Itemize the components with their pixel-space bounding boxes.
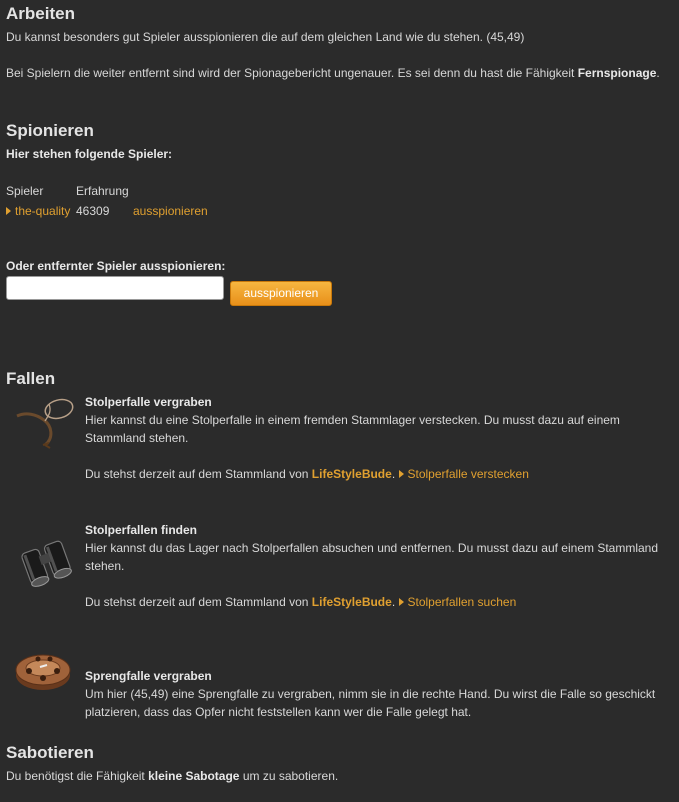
arbeiten-text-2-post: . (656, 66, 660, 80)
player-cell[interactable] (6, 201, 76, 221)
explosive-trap-icon (14, 645, 76, 697)
trap-description: Um hier (45,49) eine Sprengfalle zu vergraben, nimm sie in die rechte Hand. Du wirst die Falle so geschickt platzieren, dass das Opfer nicht feststellen kann wer die Falle gelegt hat. (85, 687, 656, 719)
trap-status-text: Du stehst derzeit auf dem Stammland von (85, 595, 309, 609)
section-title-fallen: Fallen (6, 369, 56, 388)
arbeiten-text-1: Du kannst besonders gut Spieler ausspionieren die auf dem gleichen Land wie du stehen. (45,49) (6, 30, 525, 44)
section-title-spionieren: Spionieren (6, 121, 94, 140)
trap-status-separator: . (391, 595, 396, 609)
triangle-right-icon (6, 207, 11, 215)
trap-description: Hier kannst du eine Stolperfalle in einem fremden Stammlager verstecken. Du musst dazu auf einem Stammland stehen. (85, 413, 620, 445)
remote-player-input[interactable] (6, 276, 224, 300)
land-owner-name: LifeStyleBude (311, 467, 392, 481)
hide-trap-link[interactable] (399, 467, 529, 481)
player-link[interactable]: the-quality (15, 204, 71, 218)
arbeiten-text-2-pre: Bei Spielern die weiter entfernt sind wird der Spionagebericht ungenauer. Es sei denn du hast die Fähigkeit (6, 66, 575, 80)
section-title-arbeiten: Arbeiten (6, 4, 75, 23)
triangle-right-icon (399, 598, 404, 606)
remote-spy-button[interactable]: ausspionieren (230, 281, 332, 306)
players-table (6, 181, 233, 221)
arbeiten-text-2 (6, 64, 666, 82)
sabotieren-text-pre: Du benötigst die Fähigkeit (6, 769, 145, 783)
trap-description: Hier kannst du das Lager nach Stolperfallen absuchen und entfernen. Du musst dazu auf einem Stammland stehen. (85, 541, 659, 573)
hide-trap-link-label[interactable]: Stolperfalle verstecken (407, 467, 529, 481)
trap-title: Stolperfalle vergraben (85, 395, 212, 409)
sabotieren-text-post: um zu sabotieren. (242, 769, 339, 783)
trap-title: Stolperfallen finden (85, 523, 198, 537)
search-traps-link-label[interactable]: Stolperfallen suchen (407, 595, 517, 609)
section-title-sabotieren: Sabotieren (6, 743, 94, 762)
spy-player-link[interactable]: ausspionieren (133, 204, 208, 218)
search-traps-link[interactable] (399, 595, 517, 609)
triangle-right-icon (399, 470, 404, 478)
trap-status (85, 465, 670, 483)
trap-title: Sprengfalle vergraben (85, 669, 212, 683)
column-header-spieler: Spieler (6, 184, 44, 198)
skill-kleine-sabotage: kleine Sabotage (148, 769, 240, 783)
remote-spy-label: Oder entfernter Spieler ausspionieren: (6, 259, 226, 273)
sabotieren-text (6, 767, 671, 785)
binoculars-icon (16, 534, 78, 590)
trap-status-separator: . (391, 467, 396, 481)
xp-cell: 46309 (76, 204, 110, 218)
column-header-erfahrung: Erfahrung (76, 184, 129, 198)
trap-status (85, 593, 670, 611)
trap-status-text: Du stehst derzeit auf dem Stammland von (85, 467, 309, 481)
spionieren-subtitle: Hier stehen folgende Spieler: (6, 147, 173, 161)
land-owner-name: LifeStyleBude (311, 595, 392, 609)
skill-fernspionage: Fernspionage (577, 66, 657, 80)
rope-trap-icon (14, 394, 76, 456)
table-row (6, 201, 233, 221)
